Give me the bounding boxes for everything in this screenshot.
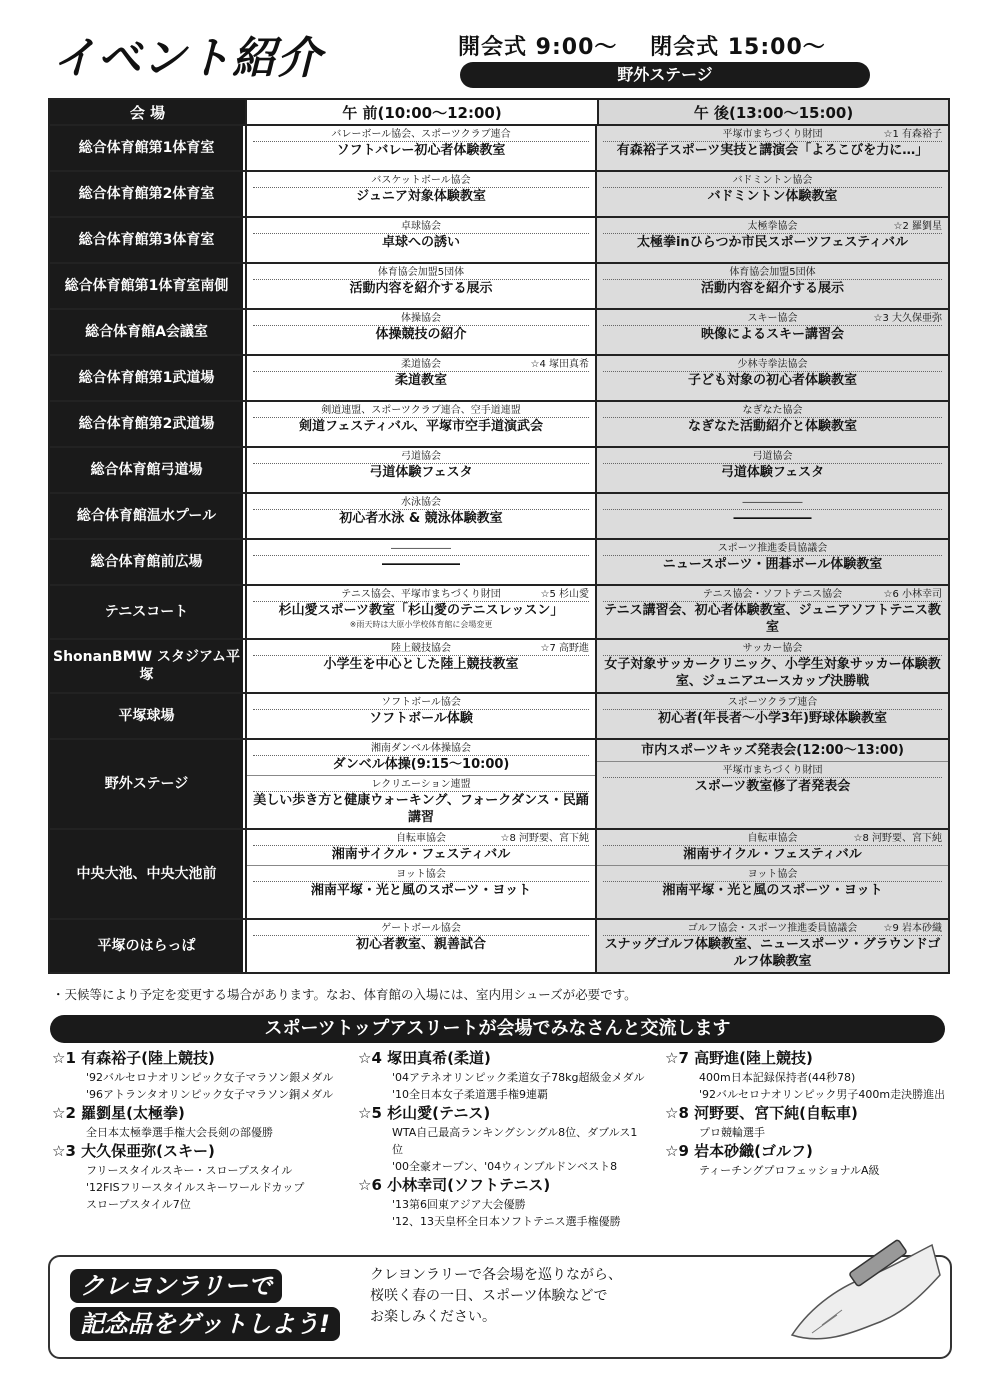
organizer-label: 弓道協会 <box>603 450 942 464</box>
athlete-star-label: ☆7 高野進 <box>540 643 589 654</box>
opening-time: 開会式 9:00〜 <box>458 35 618 60</box>
schedule-table <box>48 98 950 974</box>
athlete-achievement: プロ競輪選手 <box>699 1126 765 1139</box>
table-row <box>50 538 948 584</box>
athlete-star-label: ☆2 羅劉星 <box>893 221 942 232</box>
athlete-achievement: '12FISフリースタイルスキーワールドカップ <box>86 1181 305 1194</box>
table-row <box>50 170 948 216</box>
event-title: ―――――― <box>382 557 460 572</box>
venue-cell: ShonanBMW スタジアム平塚 <box>50 640 245 692</box>
organizer-label: ゴルフ協会・スポーツ推進委員協議会 <box>603 922 942 936</box>
organizer-label: 自転車協会 <box>603 832 942 846</box>
athlete-achievement: '92バルセロナオリンピック男子400m走決勝進出 <box>699 1088 946 1101</box>
organizer-label: 体操協会 <box>253 312 589 326</box>
organizer-label: ―――――― <box>603 496 942 510</box>
athlete-banner: スポーツトップアスリートが会場でみなさんと交流します <box>50 1015 945 1043</box>
athlete-name: ☆7 高野進(陸上競技) <box>665 1049 813 1067</box>
am-cell <box>245 586 595 638</box>
athlete-star-label: ☆4 塚田真希 <box>530 359 589 370</box>
program-block <box>247 218 595 253</box>
pm-cell <box>595 172 948 216</box>
table-row <box>50 262 948 308</box>
pm-cell <box>595 920 948 972</box>
organizer-label: バレーボール協会、スポーツクラブ連合 <box>253 128 589 142</box>
crayon-text-line2: 桜咲く春の一日、スポーツ体験などで <box>370 1288 608 1304</box>
event-title: 湘南平塚・光と風のスポーツ・ヨット <box>310 883 532 898</box>
program-block <box>247 402 595 437</box>
athlete-achievement: '04アテネオリンピック柔道女子78kg超級金メダル <box>392 1071 645 1084</box>
event-title: 初心者水泳 & 競泳体験教室 <box>339 511 503 526</box>
program-block <box>247 830 595 865</box>
venue-cell: 平塚のはらっぱ <box>50 920 245 972</box>
am-cell <box>245 920 595 972</box>
event-title: 弓道体験フェスタ <box>720 465 825 480</box>
organizer-label: 体育協会加盟5団体 <box>253 266 589 280</box>
organizer-label: 平塚市まちづくり財団 <box>603 764 942 778</box>
table-body <box>50 124 948 972</box>
pm-cell <box>595 402 948 446</box>
table-row <box>50 124 948 170</box>
organizer-label: スポーツクラブ連合 <box>603 696 942 710</box>
organizer-label: 平塚市まちづくり財団 <box>603 128 942 142</box>
table-row <box>50 918 948 972</box>
organizer-label: サッカー協会 <box>603 642 942 656</box>
program-block <box>247 310 595 345</box>
event-note: ※雨天時は大原小学校体育館に会場変更 <box>349 620 493 629</box>
organizer-label: なぎなた協会 <box>603 404 942 418</box>
program-block <box>247 740 595 775</box>
am-cell <box>245 172 595 216</box>
am-cell <box>245 740 595 828</box>
program-block <box>597 761 948 797</box>
venue-cell: 総合体育館第1体育室 <box>50 126 245 170</box>
organizer-label: スキー協会 <box>603 312 942 326</box>
pm-cell <box>595 448 948 492</box>
event-title: 初心者(年長者〜小学3年)野球体験教室 <box>658 711 887 726</box>
crayon-text-line1: クレヨンラリーで各会場を巡りながら、 <box>370 1267 622 1283</box>
organizer-label: 少林寺拳法協会 <box>603 358 942 372</box>
table-row <box>50 828 948 918</box>
organizer-label: 太極拳協会 <box>603 220 942 234</box>
event-title: 太極拳inひらつか市民スポーツフェスティバル <box>636 235 909 250</box>
athlete-name: ☆3 大久保亜弥(スキー) <box>52 1142 215 1160</box>
organizer-label: テニス協会・ソフトテニス協会 <box>603 588 942 602</box>
event-title: 柔道教室 <box>394 373 447 388</box>
organizer-label: 剣道連盟、スポーツクラブ連合、空手道連盟 <box>253 404 589 418</box>
athlete-achievement: 400m日本記録保持者(44秒78) <box>699 1071 856 1084</box>
program-block <box>597 356 948 391</box>
program-block <box>597 494 948 529</box>
athlete-star-label: ☆6 小林幸司 <box>883 589 942 600</box>
am-cell <box>245 218 595 262</box>
organizer-label: 体育協会加盟5団体 <box>603 266 942 280</box>
table-row <box>50 308 948 354</box>
athlete-name: ☆5 杉山愛(テニス) <box>358 1104 491 1122</box>
athlete-name: ☆2 羅劉星(太極拳) <box>52 1104 185 1122</box>
table-row <box>50 638 948 692</box>
event-title: 湘南平塚・光と風のスポーツ・ヨット <box>662 883 883 898</box>
am-cell <box>245 264 595 308</box>
pm-cell <box>595 540 948 584</box>
am-cell <box>245 640 595 692</box>
program-block <box>247 172 595 207</box>
crayon-text-line3: お楽しみください。 <box>370 1309 496 1325</box>
header-am: 午 前(10:00〜12:00) <box>245 100 597 124</box>
program-block <box>247 356 595 391</box>
event-title: 剣道フェスティバル、平塚市空手道演武会 <box>298 419 543 434</box>
pm-cell <box>595 640 948 692</box>
organizer-label: レクリエーション連盟 <box>253 778 589 792</box>
program-block <box>597 830 948 865</box>
athlete-star-label: ☆8 河野要、宮下純 <box>853 833 942 844</box>
table-row <box>50 692 948 738</box>
program-block <box>247 126 595 161</box>
venue-cell: テニスコート <box>50 586 245 638</box>
program-block <box>597 402 948 437</box>
organizer-label: バドミントン協会 <box>603 174 942 188</box>
venue-cell: 総合体育館弓道場 <box>50 448 245 492</box>
athlete-achievement: スロープスタイル7位 <box>86 1198 191 1211</box>
organizer-label: 湘南ダンベル体操協会 <box>253 742 589 756</box>
organizer-label: ヨット協会 <box>253 868 589 882</box>
athlete-name: ☆8 河野要、宮下純(自転車) <box>665 1104 858 1122</box>
venue-cell: 野外ステージ <box>50 740 245 828</box>
am-cell <box>245 310 595 354</box>
event-title: 弓道体験フェスタ <box>369 465 473 480</box>
organizer-label: 柔道協会 <box>253 358 589 372</box>
program-block <box>597 540 948 575</box>
header-venue: 会 場 <box>50 100 245 124</box>
program-block <box>247 540 595 575</box>
program-block <box>597 694 948 729</box>
program-block <box>597 264 948 299</box>
event-title: テニス講習会、初心者体験教室、ジュニアソフトテニス教室 <box>604 603 941 635</box>
program-block <box>597 310 948 345</box>
athlete-column <box>665 1048 955 1179</box>
athlete-achievement: WTA自己最高ランキングシングル8位、ダブルス1位 <box>392 1126 638 1156</box>
athlete-name: ☆4 塚田真希(柔道) <box>358 1049 491 1067</box>
athlete-achievement: '12、13天皇杯全日本ソフトテニス選手権優勝 <box>392 1215 621 1228</box>
venue-cell: 総合体育館第2体育室 <box>50 172 245 216</box>
athlete-star-label: ☆8 河野要、宮下純 <box>500 833 589 844</box>
event-title: ニュースポーツ・囲碁ボール体験教室 <box>662 557 883 572</box>
organizer-label: テニス協会、平塚市まちづくり財団 <box>253 588 589 602</box>
table-row <box>50 492 948 538</box>
am-cell <box>245 540 595 584</box>
page-title: イベント紹介 <box>52 33 322 84</box>
program-block <box>247 640 595 675</box>
closing-time: 閉会式 15:00〜 <box>650 35 826 60</box>
pm-cell <box>595 830 948 918</box>
venue-cell: 平塚球場 <box>50 694 245 738</box>
crayon-title-line1: クレヨンラリーで <box>70 1269 282 1303</box>
organizer-label: ヨット協会 <box>603 868 942 882</box>
event-title: 映像によるスキー講習会 <box>700 327 844 342</box>
athlete-star-label: ☆9 岩本砂織 <box>883 923 942 934</box>
athlete-achievement: ティーチングプロフェッショナルA級 <box>699 1164 880 1177</box>
table-row <box>50 400 948 446</box>
venue-cell: 中央大池、中央大池前 <box>50 830 245 918</box>
athlete-star-label: ☆3 大久保亜弥 <box>873 313 942 324</box>
event-title: 小学生を中心とした陸上競技教室 <box>323 657 519 672</box>
organizer-label: 卓球協会 <box>253 220 589 234</box>
pm-cell <box>595 126 948 170</box>
program-block <box>247 448 595 483</box>
event-title: 活動内容を紹介する展示 <box>700 281 844 296</box>
athlete-achievement: フリースタイルスキー・スロープスタイル <box>86 1164 293 1177</box>
program-block <box>247 694 595 729</box>
am-cell <box>245 694 595 738</box>
event-title: なぎなた活動紹介と体験教室 <box>687 419 857 434</box>
pm-cell <box>595 694 948 738</box>
am-cell <box>245 448 595 492</box>
event-title: 美しい歩き方と健康ウォーキング、フォークダンス・民踊講習 <box>253 793 589 825</box>
am-cell <box>245 126 595 170</box>
venue-cell: 総合体育館A会議室 <box>50 310 245 354</box>
organizer-label: 自転車協会 <box>253 832 589 846</box>
venue-cell: 総合体育館第1体育室南側 <box>50 264 245 308</box>
program-block <box>597 865 948 901</box>
athlete-star-label: ☆1 有森裕子 <box>883 129 942 140</box>
athlete-achievement: '92バルセロナオリンピック女子マラソン銀メダル <box>86 1071 334 1084</box>
program-block <box>247 586 595 632</box>
event-title: ソフトボール体験 <box>369 711 473 726</box>
stage-label: 野外ステージ <box>460 62 870 88</box>
venue-cell: 総合体育館第1武道場 <box>50 356 245 400</box>
event-title: バドミントン体験教室 <box>707 189 838 204</box>
event-title: 市内スポーツキッズ発表会(12:00〜13:00) <box>641 743 904 758</box>
hand-drawing-icon <box>752 1215 942 1355</box>
am-cell <box>245 494 595 538</box>
event-title: ダンベル体操(9:15〜10:00) <box>332 757 510 772</box>
pm-cell <box>595 586 948 638</box>
program-block <box>247 494 595 529</box>
program-block <box>597 218 948 253</box>
am-cell <box>245 356 595 400</box>
event-title: 湘南サイクル・フェスティバル <box>331 847 511 862</box>
venue-cell: 総合体育館前広場 <box>50 540 245 584</box>
footnote: ・天候等により予定を変更する場合があります。なお、体育館の入場には、室内用シューズが必要です。 <box>52 987 637 1002</box>
event-title: 湘南サイクル・フェスティバル <box>683 847 862 862</box>
pm-cell <box>595 494 948 538</box>
athlete-column <box>52 1048 342 1213</box>
program-block <box>597 448 948 483</box>
athlete-star-label: ☆5 杉山愛 <box>540 589 589 600</box>
crayon-rally-box <box>48 1255 952 1359</box>
pm-cell <box>595 740 948 828</box>
event-title: 卓球への誘い <box>381 235 460 250</box>
pm-cell <box>595 264 948 308</box>
program-block <box>597 740 948 761</box>
program-block <box>597 126 948 161</box>
header-pm: 午 後(13:00〜15:00) <box>597 100 948 124</box>
program-block <box>597 640 948 692</box>
event-title: スナッグゴルフ体験教室、ニュースポーツ・グラウンドゴルフ体験教室 <box>604 937 941 969</box>
crayon-text <box>370 1265 622 1328</box>
venue-cell: 総合体育館温水プール <box>50 494 245 538</box>
table-row <box>50 354 948 400</box>
table-header <box>50 100 948 124</box>
table-row <box>50 584 948 638</box>
program-block <box>597 172 948 207</box>
pm-cell <box>595 218 948 262</box>
organizer-label: 水泳協会 <box>253 496 589 510</box>
event-title: 子ども対象の初心者体験教室 <box>687 373 857 388</box>
program-block <box>247 264 595 299</box>
crayon-title-line2: 記念品をゲットしよう! <box>70 1307 340 1341</box>
organizer-label: ソフトボール協会 <box>253 696 589 710</box>
event-title: 活動内容を紹介する展示 <box>349 281 493 296</box>
venue-cell: 総合体育館第2武道場 <box>50 402 245 446</box>
table-row <box>50 216 948 262</box>
athlete-column <box>358 1048 648 1230</box>
athlete-achievement: '13第6回東アジア大会優勝 <box>392 1198 526 1211</box>
am-cell <box>245 402 595 446</box>
organizer-label: 陸上競技協会 <box>253 642 589 656</box>
program-block <box>247 865 595 901</box>
crayon-title <box>70 1269 340 1345</box>
organizer-label: バスケットボール協会 <box>253 174 589 188</box>
pm-cell <box>595 310 948 354</box>
ceremony-times <box>458 30 850 61</box>
athlete-name: ☆9 岩本砂織(ゴルフ) <box>665 1142 813 1160</box>
athlete-achievement: '00全豪オープン、'04ウィンブルドンベスト8 <box>392 1160 618 1173</box>
event-title: 体操競技の紹介 <box>375 327 467 342</box>
organizer-label: ―――――― <box>253 542 589 556</box>
athlete-name: ☆6 小林幸司(ソフトテニス) <box>358 1176 551 1194</box>
event-title: 杉山愛スポーツ教室「杉山愛のテニスレッスン」 <box>278 603 564 618</box>
program-block <box>597 920 948 972</box>
program-block <box>597 586 948 638</box>
event-title: 初心者教室、親善試合 <box>355 937 486 952</box>
am-cell <box>245 830 595 918</box>
program-block <box>247 920 595 955</box>
event-title: ソフトバレー初心者体験教室 <box>336 143 506 158</box>
table-row <box>50 738 948 828</box>
program-block <box>247 775 595 828</box>
table-row <box>50 446 948 492</box>
event-title: 女子対象サッカークリニック、小学生対象サッカー体験教室、ジュニアユースカップ決勝戦 <box>604 657 941 689</box>
venue-cell: 総合体育館第3体育室 <box>50 218 245 262</box>
event-title: スポーツ教室修了者発表会 <box>694 779 851 794</box>
organizer-label: ゲートボール協会 <box>253 922 589 936</box>
event-title: ―――――― <box>733 511 812 526</box>
event-title: ジュニア対象体験教室 <box>356 189 486 204</box>
organizer-label: スポーツ推進委員協議会 <box>603 542 942 556</box>
event-title: 有森裕子スポーツ実技と講演会「よろこびを力に…」 <box>616 143 929 158</box>
athlete-achievement: 全日本太極拳選手権大会長剣の部優勝 <box>86 1126 273 1139</box>
pm-cell <box>595 356 948 400</box>
organizer-label: 弓道協会 <box>253 450 589 464</box>
athlete-achievement: '10全日本女子柔道選手権9連覇 <box>392 1088 549 1101</box>
athlete-name: ☆1 有森裕子(陸上競技) <box>52 1049 215 1067</box>
athlete-achievement: '96アトランタオリンピック女子マラソン銅メダル <box>86 1088 334 1101</box>
